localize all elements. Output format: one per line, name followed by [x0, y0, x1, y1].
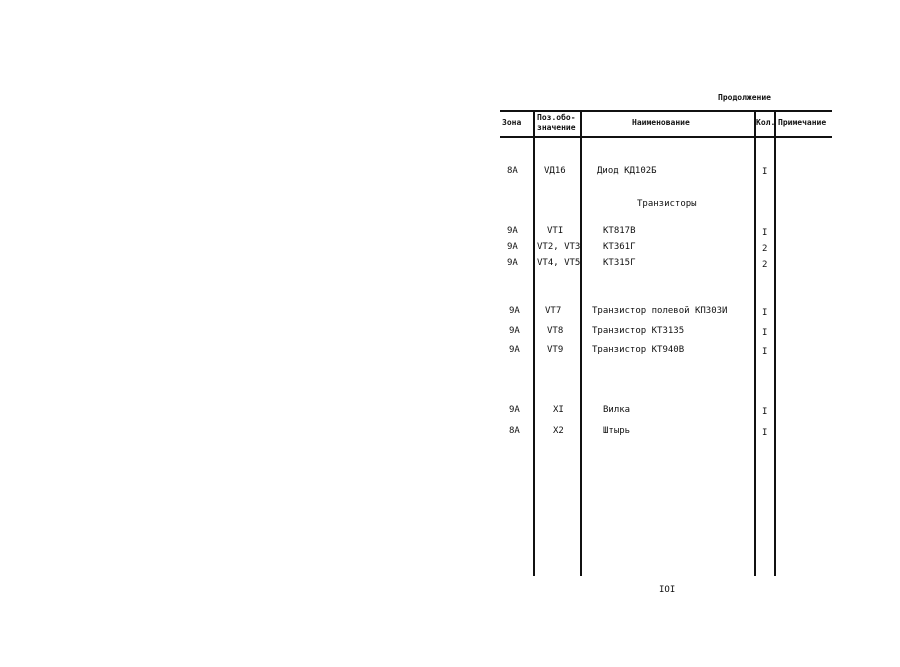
- column-divider-pos: [580, 110, 582, 576]
- row-name: Штырь: [603, 426, 631, 436]
- row-qty: 2: [762, 260, 768, 270]
- row-pos: X2: [553, 426, 564, 436]
- row-pos: VT4, VT5: [537, 258, 581, 268]
- row-pos: XI: [553, 405, 564, 415]
- column-divider-zone: [533, 110, 535, 576]
- row-zone: 8А: [509, 426, 520, 436]
- column-header-name: Наименование: [632, 118, 690, 127]
- row-name: Транзистор полевой КП303И: [592, 306, 728, 316]
- column-header-zone: Зона: [502, 118, 522, 127]
- row-zone: 9А: [507, 242, 518, 252]
- row-qty: I: [762, 328, 768, 338]
- row-qty: I: [762, 167, 768, 177]
- table-header-bottom-border: [500, 136, 832, 138]
- row-pos: VTI: [547, 226, 564, 236]
- row-pos: VT8: [547, 326, 564, 336]
- row-name: Диод КД102Б: [597, 166, 657, 176]
- row-name: Вилка: [603, 405, 631, 415]
- row-zone: 9А: [507, 258, 518, 268]
- column-header-qty: Кол.: [756, 118, 776, 127]
- row-name: Транзистор КТ3135: [592, 326, 685, 336]
- row-pos: VT7: [545, 306, 562, 316]
- section-heading: Транзисторы: [637, 199, 697, 209]
- row-pos: VД16: [544, 166, 566, 176]
- continued-label: Продолжение: [718, 93, 771, 102]
- column-header-pos-line2: значение: [537, 123, 576, 132]
- row-name: КТ817В: [603, 226, 636, 236]
- row-zone: 8А: [507, 166, 518, 176]
- page-number: IOI: [659, 585, 676, 595]
- column-header-note: Примечание: [778, 118, 827, 127]
- column-header-pos-line1: Поз.обо-: [537, 113, 576, 122]
- table-top-border: [500, 110, 832, 112]
- row-name: КТ361Г: [603, 242, 636, 252]
- row-pos: VT9: [547, 345, 564, 355]
- row-qty: I: [762, 308, 768, 318]
- column-divider-name: [754, 110, 756, 576]
- column-divider-qty: [774, 110, 776, 576]
- row-zone: 9А: [509, 306, 520, 316]
- row-name: КТ315Г: [603, 258, 636, 268]
- row-qty: I: [762, 347, 768, 357]
- row-qty: I: [762, 407, 768, 417]
- row-zone: 9А: [509, 345, 520, 355]
- row-name: Транзистор КТ940В: [592, 345, 685, 355]
- row-pos: VT2, VT3: [537, 242, 581, 252]
- row-zone: 9А: [509, 405, 520, 415]
- row-qty: 2: [762, 244, 768, 254]
- row-qty: I: [762, 228, 768, 238]
- row-zone: 9А: [507, 226, 518, 236]
- row-zone: 9А: [509, 326, 520, 336]
- row-qty: I: [762, 428, 768, 438]
